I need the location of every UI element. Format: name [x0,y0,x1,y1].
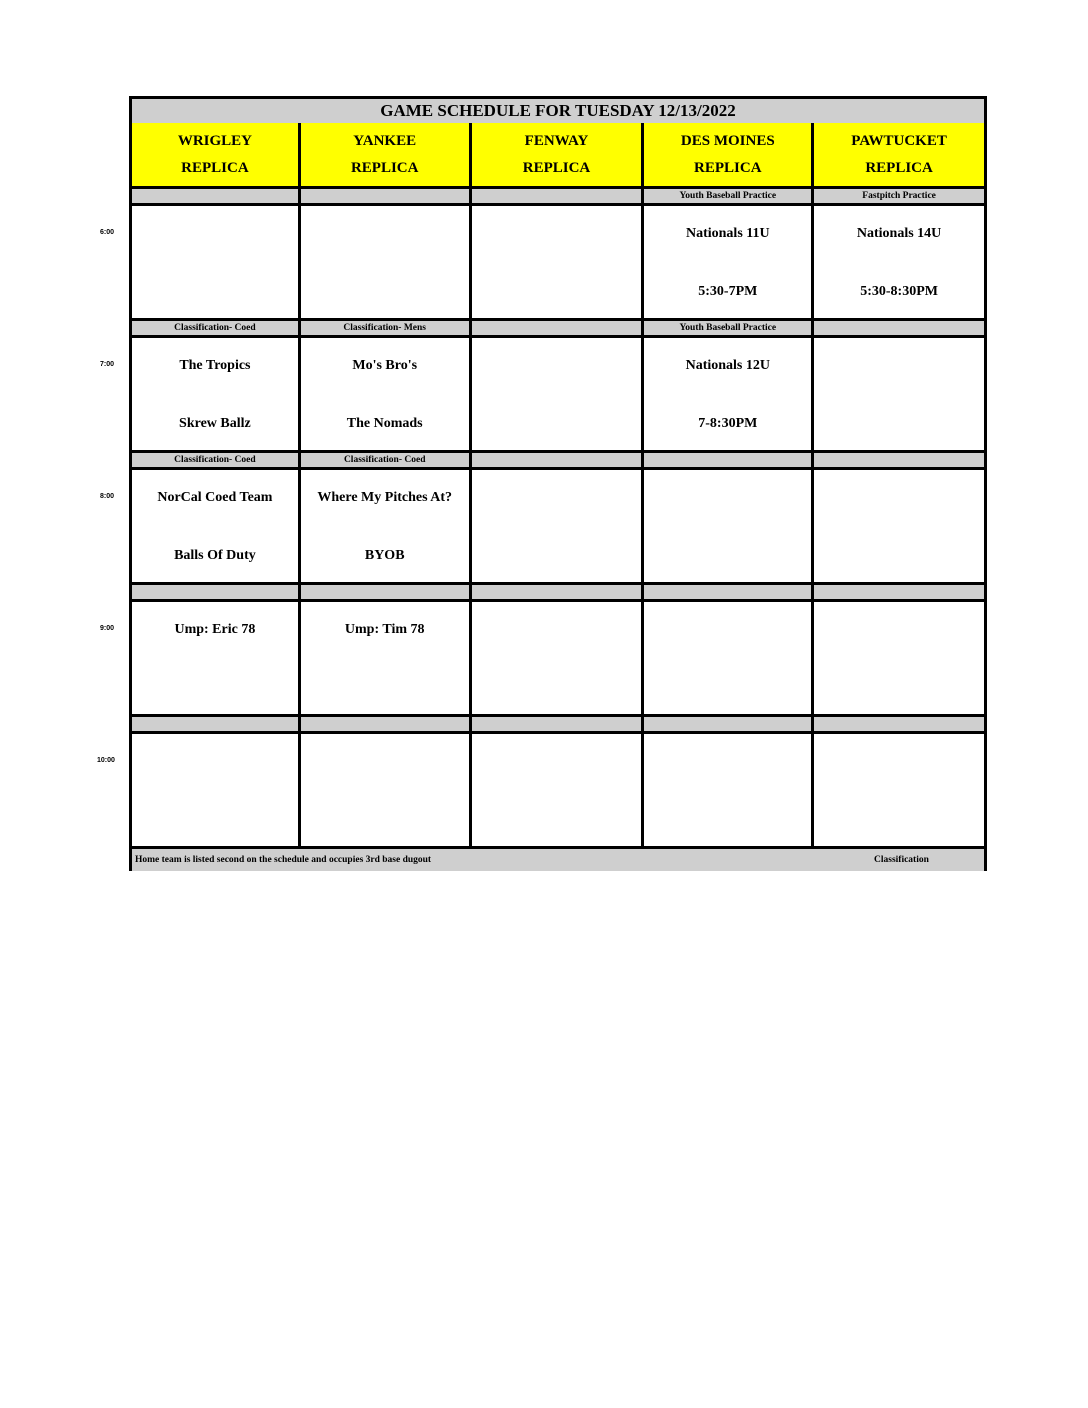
footer-bar [132,849,984,871]
game-label [814,717,984,734]
game-label [472,585,645,602]
game-label [644,585,814,602]
field-name: FENWAY [524,132,589,149]
game-label [472,717,645,734]
team-line-2: Skrew Ballz [179,416,251,431]
game-label [472,321,645,338]
game-label [472,453,645,470]
game-cell [814,602,984,717]
time-slot-row [132,470,984,585]
team-line-2: 7-8:30PM [698,416,758,431]
game-label: Classification- Coed [132,321,301,338]
field-type: REPLICA [181,159,249,176]
game-cell [644,470,814,585]
footer-classification: Classification [874,855,929,865]
time-label: 9:00 [100,625,115,632]
schedule-title: GAME SCHEDULE FOR TUESDAY 12/13/2022 [132,99,984,125]
team-line-1: Where My Pitches At? [317,490,453,505]
game-label: Classification- Mens [301,321,472,338]
field-name: PAWTUCKET [851,132,947,149]
team-line-1: Ump: Tim 78 [344,622,425,637]
game-cell [472,734,645,849]
game-cell [132,470,301,585]
field-type: REPLICA [350,159,419,176]
game-cell [301,338,472,453]
game-cell [472,206,645,321]
game-cell [644,602,814,717]
game-cell [472,338,645,453]
field-header [301,123,472,189]
label-bar [132,321,984,338]
team-line-1: Nationals 14U [856,226,942,241]
game-cell [814,338,984,453]
field-name: WRIGLEY [177,132,252,149]
field-header [814,123,984,189]
team-line-1: NorCal Coed Team [157,490,273,505]
game-cell [132,734,301,849]
team-line-1: Mo's Bro's [352,358,418,373]
team-line-1: The Tropics [179,358,251,373]
game-label [132,585,301,602]
team-line-2: Balls Of Duty [174,548,256,563]
field-name: DES MOINES [680,132,775,149]
game-label [132,189,301,206]
team-line-2: 5:30-7PM [698,284,758,299]
label-bar [132,717,984,734]
time-label: 7:00 [100,361,115,368]
game-label [814,321,984,338]
game-label [814,585,984,602]
team-line-1: Nationals 12U [685,358,770,373]
team-line-2: 5:30-8:30PM [860,284,938,299]
time-label: 10:00 [97,757,115,764]
field-header [132,123,301,189]
game-label [132,717,301,734]
field-header [644,123,814,189]
game-cell [814,470,984,585]
game-cell [301,470,472,585]
field-type: REPLICA [522,159,591,176]
game-label [472,189,645,206]
game-cell [301,602,472,717]
game-label [644,453,814,470]
game-label: Classification- Coed [301,453,472,470]
label-bar [132,453,984,470]
team-line-2: BYOB [364,548,405,563]
game-label: Youth Baseball Practice [644,189,814,206]
game-cell [472,470,645,585]
game-cell [301,206,472,321]
game-label [814,453,984,470]
field-type: REPLICA [694,159,762,176]
game-cell [644,734,814,849]
game-cell [132,338,301,453]
team-line-2: The Nomads [346,416,423,431]
game-label: Classification- Coed [132,453,301,470]
game-cell [132,206,301,321]
field-header-row [132,123,984,189]
game-label [301,717,472,734]
game-cell [644,338,814,453]
label-bar [132,189,984,206]
time-slot-row [132,338,984,453]
game-cell [814,206,984,321]
label-bar [132,585,984,602]
game-label: Fastpitch Practice [814,189,984,206]
time-slot-row [132,734,984,849]
field-header [472,123,645,189]
game-cell [132,602,301,717]
team-line-1: Nationals 11U [685,226,770,241]
field-type: REPLICA [865,159,933,176]
game-label [301,189,472,206]
game-cell [472,602,645,717]
game-label [301,585,472,602]
footer-note: Home team is listed second on the schedule and occupies 3rd base dugout [135,855,432,865]
game-cell [644,206,814,321]
game-cell [301,734,472,849]
time-label: 6:00 [100,229,115,236]
game-cell [814,734,984,849]
time-slot-row [132,602,984,717]
time-label: 8:00 [100,493,115,500]
time-slot-row [132,206,984,321]
game-label: Youth Baseball Practice [644,321,814,338]
field-name: YANKEE [353,132,417,149]
game-label [644,717,814,734]
schedule-table [129,96,987,871]
team-line-1: Ump: Eric 78 [174,622,256,637]
